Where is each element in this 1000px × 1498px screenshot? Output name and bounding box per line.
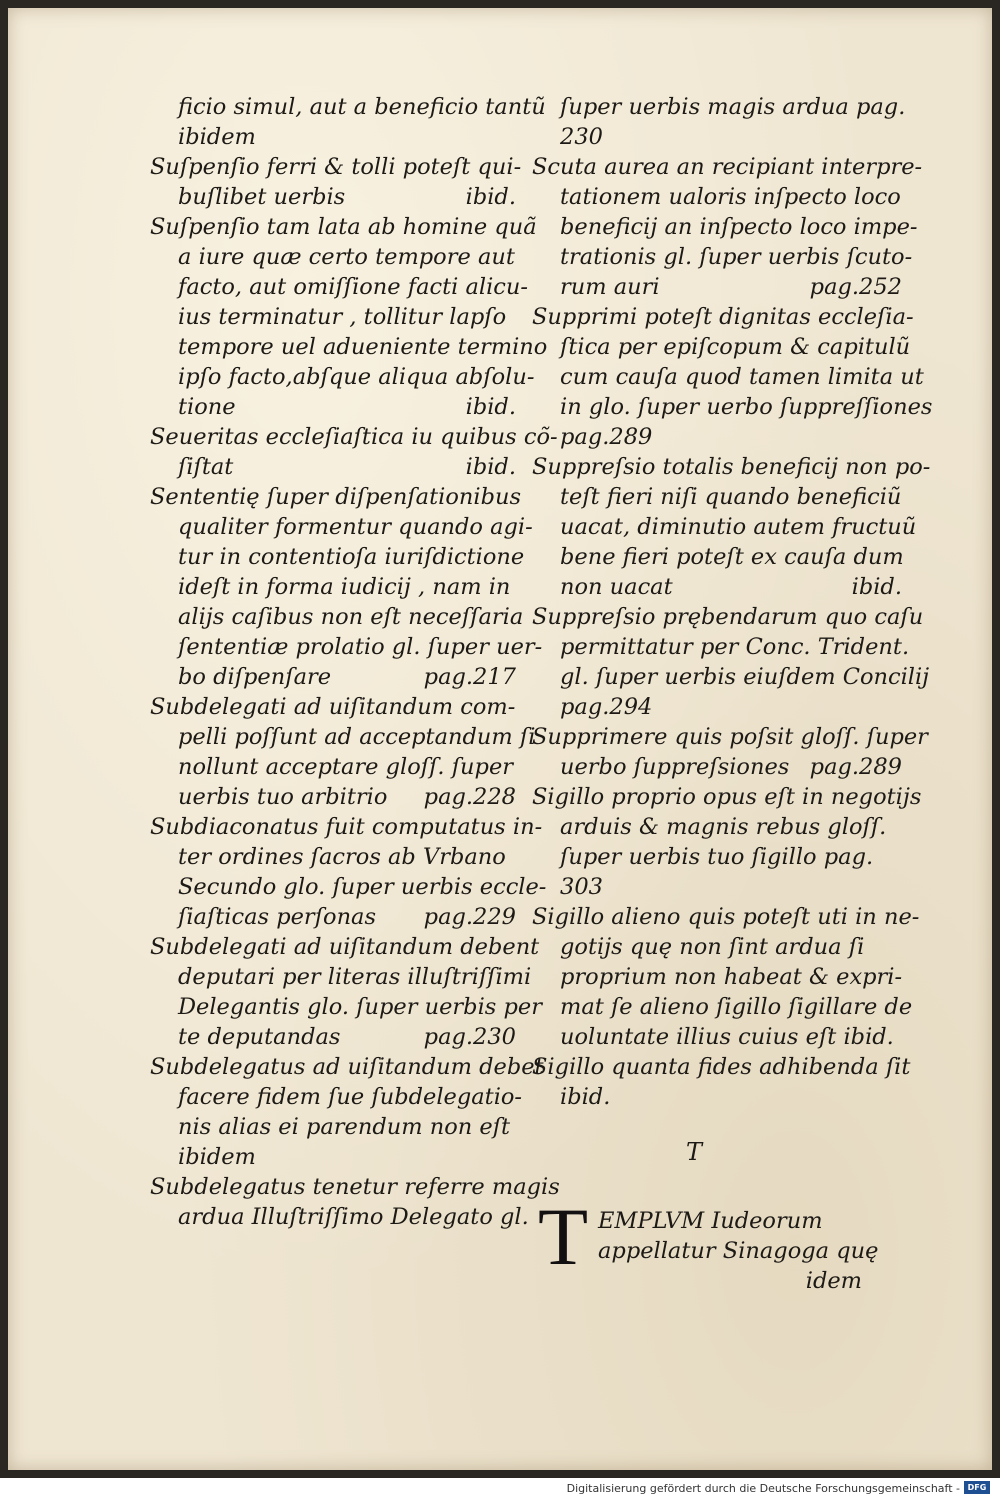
index-line-text: ſententiæ prolatio gl. ſuper uer-	[178, 634, 543, 660]
index-line	[150, 842, 516, 872]
index-line-text: bene fieri poteſt ex cauſa dum	[560, 544, 904, 570]
index-line	[532, 692, 902, 722]
index-line-text: uerbis tuo arbitrio	[178, 784, 388, 810]
index-line	[532, 752, 902, 782]
section-t-entry	[598, 1206, 902, 1296]
index-line-text: ipſo facto,abſque aliqua abſolu-	[178, 364, 535, 390]
index-line-text: tationem ualoris inſpecto loco	[560, 184, 901, 210]
index-line-text: Suſpenſio tam lata ab homine quã	[150, 214, 537, 240]
index-line-text: Subdelegatus tenetur referre magis	[150, 1174, 560, 1200]
index-line	[532, 992, 913, 1022]
section-letter-heading: T	[686, 1138, 703, 1166]
index-line	[150, 1172, 560, 1202]
index-line	[150, 992, 542, 1022]
index-line	[532, 302, 914, 332]
index-line	[150, 392, 516, 422]
index-line-text: ibidem	[178, 1144, 256, 1170]
index-line-text: teſt fieri niſi quando beneficiũ	[560, 484, 902, 510]
page-reference: pag.217	[423, 664, 516, 690]
index-line	[532, 812, 902, 842]
index-line	[532, 452, 931, 482]
index-line	[150, 362, 535, 392]
index-line-text: Seueritas eccleſiaſtica iu quibus cõ-	[150, 424, 558, 450]
index-line-text: arduis & magnis rebus gloſſ.	[560, 814, 887, 840]
index-line-text: bo diſpenſare	[178, 664, 332, 690]
page-reference: ibid.	[465, 454, 516, 480]
index-line-text: cum cauſa quod tamen limita ut	[560, 364, 924, 390]
index-line	[150, 722, 536, 752]
index-line-text: ſuper uerbis magis ardua pag.	[560, 94, 906, 120]
index-line	[150, 752, 516, 782]
index-line	[150, 272, 529, 302]
index-line-text: Suſpenſio ferri & tolli poteſt qui-	[150, 154, 522, 180]
index-line-text: Sigillo quanta fides adhibenda ſit	[532, 1054, 911, 1080]
index-line-text: mat ſe alieno ſigillo ſigillare de	[560, 994, 913, 1020]
index-line-text: non uacat	[560, 574, 673, 600]
index-line-text: Sententię ſuper diſpenſationibus	[150, 484, 522, 510]
index-line-text: gl. ſuper uerbis eiuſdem Concilij	[560, 664, 930, 690]
index-line-text: buſlibet uerbis	[178, 184, 346, 210]
index-line	[532, 182, 902, 212]
index-line-text: ius terminatur , tollitur lapſo	[178, 304, 507, 330]
index-line-text: ſtica per epiſcopum & capitulũ	[560, 334, 911, 360]
page-reference: pag.252	[809, 274, 902, 300]
index-line	[532, 122, 902, 152]
index-line	[532, 1022, 902, 1052]
index-line	[532, 632, 910, 662]
index-line	[532, 542, 902, 572]
index-line	[150, 422, 558, 452]
index-line-text: te deputandas	[178, 1024, 341, 1050]
index-line-text: a iure quæ certo tempore aut	[178, 244, 515, 270]
index-line	[532, 152, 923, 182]
page-reference: pag.228	[423, 784, 516, 810]
index-line-text: Suppreſsio totalis beneficij non po-	[532, 454, 931, 480]
index-line-text: facto, aut omiſſione facti alicu-	[178, 274, 529, 300]
index-line	[150, 902, 516, 932]
index-line	[150, 482, 522, 512]
index-line	[150, 302, 516, 332]
index-line-text: ſiſtat	[178, 454, 234, 480]
index-line	[150, 962, 532, 992]
index-line	[150, 182, 516, 212]
index-line-text: trationis gl. ſuper uerbis ſcuto-	[560, 244, 913, 270]
index-line	[150, 332, 548, 362]
index-line-text: ficio simul, aut a beneficio tantũ	[178, 94, 546, 120]
index-line-text: Sigillo alieno quis poteſt uti in ne-	[532, 904, 920, 930]
index-line	[150, 632, 543, 662]
index-line-text: Secundo glo. ſuper uerbis eccle-	[178, 874, 547, 900]
index-line-text: Subdelegati ad uiſitandum debent	[150, 934, 540, 960]
index-line-text: ſiaſticas perſonas	[178, 904, 377, 930]
index-line-text: Suppreſsio prębendarum quo caſu	[532, 604, 924, 630]
index-line-text: deputari per literas illuſtriſſimi	[178, 964, 532, 990]
index-line	[532, 872, 902, 902]
index-line-text: tur in contentioſa iuriſdictione	[178, 544, 525, 570]
index-line	[150, 1202, 529, 1232]
entry-line: EMPLVM Iudeorum	[598, 1208, 823, 1234]
index-line	[150, 572, 516, 602]
index-line	[532, 392, 933, 422]
index-line	[532, 932, 902, 962]
entry-line: appellatur Sinagoga quę	[598, 1238, 879, 1264]
index-line	[532, 482, 902, 512]
index-line-text: beneficij an inſpecto loco impe-	[560, 214, 918, 240]
index-line-text: Sigillo proprio opus eſt in negotijs	[532, 784, 922, 810]
index-line-text: pag.294	[560, 694, 653, 720]
index-line	[150, 872, 547, 902]
page-reference: ibid.	[465, 184, 516, 210]
index-line-text: ardua Illuſtriſſimo Delegato gl.	[178, 1204, 529, 1230]
footer-bar	[0, 1478, 1000, 1498]
index-line	[532, 572, 902, 602]
index-line-text: pag.289	[560, 424, 653, 450]
index-line	[150, 1082, 523, 1112]
page-reference: pag.230	[423, 1024, 516, 1050]
index-line	[150, 812, 543, 842]
right-column	[532, 92, 933, 1112]
index-line-text: ibidem	[178, 124, 256, 150]
index-line	[532, 332, 911, 362]
index-line-text: Supprimere quis poſsit gloſſ. ſuper	[532, 724, 928, 750]
index-line	[532, 722, 928, 752]
funding-notice: Digitalisierung gefördert durch die Deutsche Forschungsgemeinschaft -	[566, 1482, 960, 1495]
index-line	[150, 512, 533, 542]
index-line-text: Subdelegatus ad uiſitandum debet	[150, 1054, 544, 1080]
index-line	[532, 242, 913, 272]
page-reference: pag.289	[809, 754, 902, 780]
index-line-text: Subdelegati ad uiſitandum com-	[150, 694, 516, 720]
index-line-text: nis alias ei parendum non eſt	[178, 1114, 511, 1140]
index-line-text: alijs caſibus non eſt neceſſaria	[178, 604, 524, 630]
index-line	[532, 422, 902, 452]
page-reference: ibid.	[851, 574, 902, 600]
index-line	[532, 842, 902, 872]
index-line-text: nollunt acceptare gloſſ. ſuper	[178, 754, 514, 780]
index-line-text: pelli poſſunt ad acceptandum ſi	[178, 724, 536, 750]
index-line-text: gotijs quę non ſint ardua ſi	[560, 934, 865, 960]
index-line-text: ibid.	[560, 1084, 611, 1110]
index-line	[150, 1142, 516, 1172]
index-line	[150, 92, 546, 122]
left-column	[150, 92, 560, 1232]
index-line-text: tempore uel adueniente termino	[178, 334, 548, 360]
index-line-text: Subdiaconatus fuit computatus in-	[150, 814, 543, 840]
index-line-text: permittatur per Conc. Trident.	[560, 634, 910, 660]
index-line	[150, 1112, 516, 1142]
index-line	[150, 542, 525, 572]
index-line	[532, 512, 917, 542]
index-line	[532, 1082, 902, 1112]
index-line	[150, 152, 522, 182]
index-line	[150, 602, 524, 632]
index-line	[150, 122, 516, 152]
index-line	[532, 662, 930, 692]
index-line-text: 230	[560, 124, 603, 150]
index-line	[532, 362, 924, 392]
dfg-logo: DFG	[964, 1481, 990, 1494]
index-line	[532, 92, 906, 122]
index-line	[532, 1052, 911, 1082]
index-line-text: Delegantis glo. ſuper uerbis per	[178, 994, 542, 1020]
index-line	[532, 782, 922, 812]
entry-line: idem	[805, 1268, 862, 1294]
index-line	[532, 272, 902, 302]
index-line	[150, 452, 516, 482]
index-line	[150, 692, 516, 722]
index-line	[150, 242, 516, 272]
index-line	[150, 782, 516, 812]
page-reference: pag.229	[423, 904, 516, 930]
index-line	[532, 962, 902, 992]
drop-cap-initial: T	[538, 1191, 589, 1282]
index-line-text: facere fidem ſue ſubdelegatio-	[178, 1084, 523, 1110]
index-line-text: Scuta aurea an recipiant interpre-	[532, 154, 923, 180]
index-line-text: uerbo ſuppreſsiones	[560, 754, 790, 780]
index-line	[150, 1022, 516, 1052]
index-line-text: rum auri	[560, 274, 660, 300]
index-line	[150, 932, 540, 962]
index-line-text: Supprimi poteſt dignitas eccleſia-	[532, 304, 914, 330]
index-line-text: 303	[560, 874, 603, 900]
index-line-text: in glo. ſuper uerbo ſuppreſſiones	[560, 394, 933, 420]
index-line	[532, 902, 920, 932]
index-line-text: ſuper uerbis tuo ſigillo pag.	[560, 844, 874, 870]
index-line-text: tione	[178, 394, 236, 420]
index-line-text: ter ordines ſacros ab Vrbano	[178, 844, 506, 870]
index-line-text: uacat, diminutio autem fructuũ	[560, 514, 917, 540]
page-reference: ibid.	[465, 394, 516, 420]
index-line	[532, 212, 918, 242]
index-line-text: proprium non habeat & expri-	[560, 964, 903, 990]
index-line-text: uoluntate illius cuius eſt ibid.	[560, 1024, 894, 1050]
index-line-text: ideſt in forma iudicij , nam in	[178, 574, 511, 600]
index-line	[532, 602, 924, 632]
index-line-text: qualiter formentur quando agi-	[178, 514, 533, 540]
index-line	[150, 212, 537, 242]
index-line	[150, 662, 516, 692]
index-line	[150, 1052, 544, 1082]
